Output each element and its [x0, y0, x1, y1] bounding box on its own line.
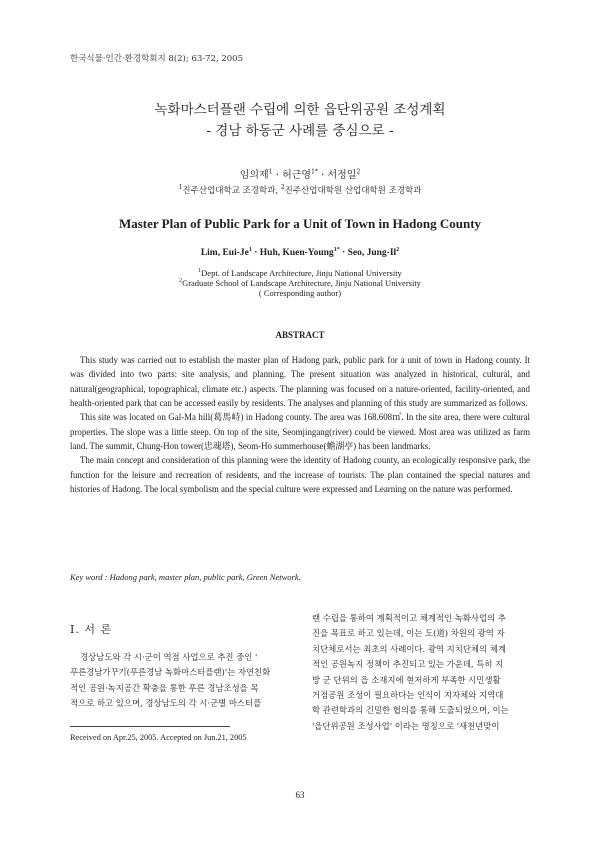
body-line: 적으로 하고 있으며, 경상남도의 각 시·군별 마스터플 — [70, 698, 262, 709]
author-ko: 임의제 — [239, 170, 269, 181]
affiliation-ko: 진주산업대학교 조경학과, — [182, 186, 281, 196]
abstract-body — [70, 353, 530, 496]
author-en-sup: 2 — [396, 246, 400, 253]
body-line: 거점공원 조성이 필요하다는 인식이 지자체와 지역대 — [312, 690, 504, 701]
author-ko-sup: 1* — [311, 168, 318, 176]
english-authors — [0, 248, 600, 258]
affiliation-en-sup: 2 — [179, 278, 183, 285]
affiliation-ko-sup: 1 — [178, 184, 183, 192]
author-en: Lim, Eui-Je — [200, 248, 249, 258]
affiliation-en-line — [0, 278, 600, 288]
author-ko-sup: 2 — [356, 168, 361, 176]
body-line: 적인 공원녹지 정책이 추진되고 있는 가운데, 특히 지 — [312, 659, 504, 670]
body-line: 랜 수립을 통하여 계획적이고 체계적인 녹화사업의 추 — [312, 613, 506, 623]
abstract-paragraph: This site was located on Gal-Ma hill(葛馬峙) in Hadong county. The area was 168.608㎡. In the site area, there were cultural properties. The slope was a little steep. On top of the site, Seomjingang(river) could be viewed. Most area was utilized as farm land. The summit, Chung-Hon tower(忠魂塔), Seom-Ho summerhouse(蟾湖亭) has been landmarks. — [70, 412, 530, 452]
author-separator: · — [339, 248, 348, 258]
body-line: 적인 공원·녹지공간 확충을 통한 푸른 경남조성을 목 — [70, 682, 259, 693]
body-line: 치단체로서는 최초의 사례이다. 광역 지치단체의 체계 — [312, 643, 506, 654]
author-ko-sup: 1 — [268, 168, 273, 176]
affiliation-ko-sup: 2 — [280, 184, 285, 192]
affiliation-en: Graduate School of Landscape Architecture, Jinju National University — [182, 278, 421, 288]
body-line: 푸른경남가꾸기(푸른경남 녹화마스터플랜)'는 자연친화 — [70, 667, 271, 678]
korean-authors — [0, 166, 600, 181]
author-separator: · — [251, 248, 260, 258]
affiliation-en-sup: 1 — [198, 268, 202, 275]
section-heading-introduction: Ⅰ. 서 론 — [70, 623, 113, 636]
author-en-sup: 1* — [333, 246, 340, 253]
footnote-divider — [70, 726, 230, 727]
keywords: Key word : Hadong park, master plan, public park, Green Network. — [70, 572, 301, 582]
author-separator: · — [317, 170, 328, 181]
affiliation-en: Dept. of Landscape Architecture, Jinju National University — [201, 268, 402, 278]
author-en-sup: 1 — [248, 246, 252, 253]
footnote-received: Received on Apr.25, 2005. Accepted on Jun.21, 2005 — [70, 733, 247, 742]
author-separator: · — [272, 170, 283, 181]
author-ko: 허근영 — [282, 170, 312, 181]
affiliation-en-line — [0, 268, 600, 278]
english-affiliations — [0, 268, 600, 298]
body-line: '읍단위공원 조성사업' 이라는 명칭으로 '새천년맞이 — [312, 720, 500, 731]
author-en: Seo, Jung-Il — [347, 248, 397, 258]
english-title: Master Plan of Public Park for a Unit of Town in Hadong County — [118, 216, 482, 231]
page-number: 63 — [295, 790, 305, 800]
journal-header: 한국식물·인간·환경학회지 8(2); 63-72, 2005 — [70, 54, 243, 64]
korean-affiliations — [0, 184, 600, 196]
korean-title-line-2: - 경남 하동군 사례를 중심으로 - — [206, 123, 394, 139]
abstract-paragraph: This study was carried out to establish the master plan of Hadong park, public park for a unit of town in Hadong county. It was divided into two parts: site analysis, and planning. The present situation was analyzed in historical, cultural, and natural(geographical, topographical, climate etc.) aspects. The planning was focused on a nature-oriented, facility-oriented, and health-oriented park that can be accessed easily by residents. The analyses and planning of this study are summarized as follows. — [70, 355, 530, 409]
author-en: Huh, Kuen-Young — [259, 248, 334, 258]
abstract-paragraph: The main concept and consideration of this planning were the identity of Hadong county, an ecologically responsive park, the function for the leisure and recreation of residents, and the increase of tourists. The plan contained the special natures and histories of Hadong. The local symbolism and the special culture were expressed and Learning on the nature was performed. — [70, 455, 530, 495]
body-line: 방 군 단위의 읍 소재지에 현저하게 부족한 시민생활 — [312, 674, 501, 685]
body-column-left — [70, 650, 280, 712]
affiliation-ko: 진주산업대학원 산업대학원 조경학과 — [284, 186, 422, 196]
body-line: 학 관련학과의 긴밀한 협의를 통해 도출되었으며, 이는 — [312, 705, 509, 716]
body-line: 진을 목표로 하고 있는데, 이는 도(道) 차원의 광역 자 — [312, 628, 505, 639]
korean-title-line-1: 녹화마스터플랜 수립에 의한 읍단위공원 조성계획 — [154, 102, 446, 118]
body-column-right — [312, 611, 530, 734]
corresponding-author-note: ( Corresponding author) — [258, 288, 342, 298]
body-line: 경상남도와 각 시·군이 역점 사업으로 추진 중인 ' — [80, 652, 258, 662]
abstract-heading: ABSTRACT — [275, 330, 325, 340]
author-ko: 서정일 — [327, 170, 357, 181]
